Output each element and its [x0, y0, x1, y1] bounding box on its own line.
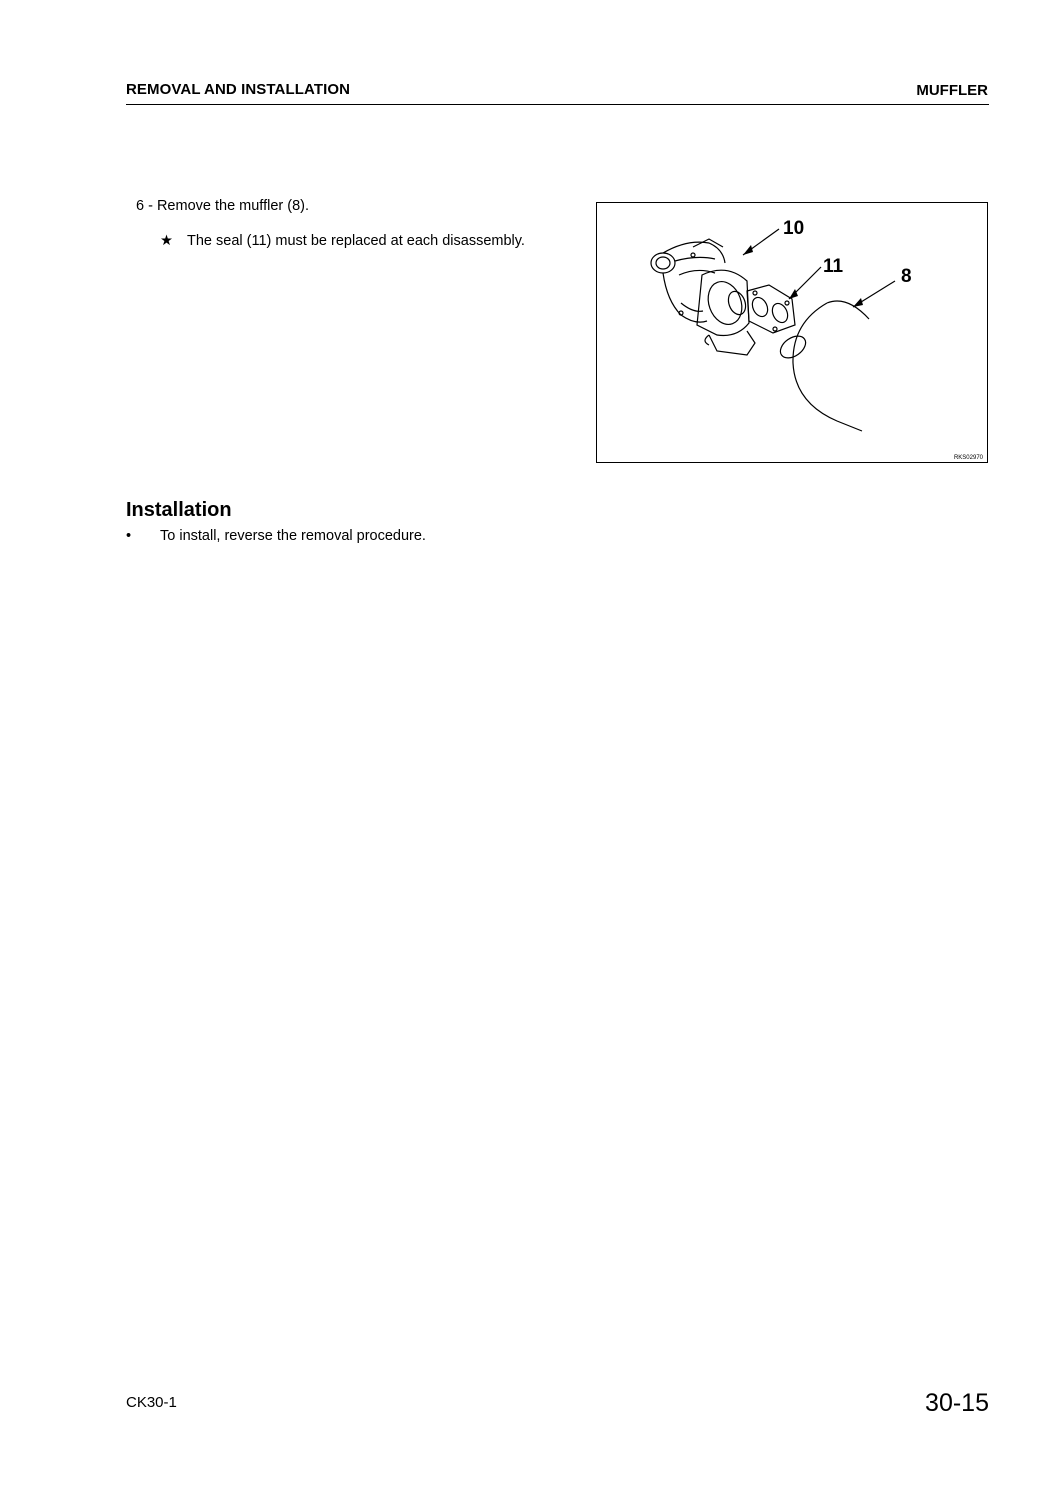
header-divider — [126, 104, 989, 105]
arrow-8 — [853, 298, 863, 307]
turbocharger — [651, 239, 725, 322]
header-section-title: REMOVAL AND INSTALLATION — [126, 81, 351, 98]
note-text: The seal (11) must be replaced at each disassembly. — [187, 233, 525, 249]
callout-8: 8 — [901, 266, 912, 287]
footer-model: CK30-1 — [126, 1394, 177, 1411]
muffler-figure — [596, 202, 988, 463]
callout-10: 10 — [783, 218, 805, 239]
seal-gasket — [747, 285, 795, 333]
muffler-body — [793, 303, 862, 431]
step-6-instruction: 6 - Remove the muffler (8). — [136, 198, 309, 214]
exhaust-flange — [697, 270, 755, 355]
muffler-diagram — [597, 203, 987, 462]
installation-heading: Installation — [126, 499, 232, 521]
installation-item-text: To install, reverse the removal procedure. — [160, 528, 426, 544]
muffler-top-edge — [827, 301, 869, 319]
bullet-icon: • — [126, 528, 132, 544]
figure-code: RKS02970 — [953, 455, 983, 461]
arrow-11 — [789, 289, 798, 299]
star-icon: ★ — [160, 233, 173, 249]
header-topic: MUFFLER — [916, 82, 988, 99]
step-6-note — [160, 231, 560, 252]
arrow-10 — [743, 245, 753, 255]
callout-11: 11 — [823, 256, 844, 277]
page-number: 30-15 — [925, 1389, 989, 1417]
